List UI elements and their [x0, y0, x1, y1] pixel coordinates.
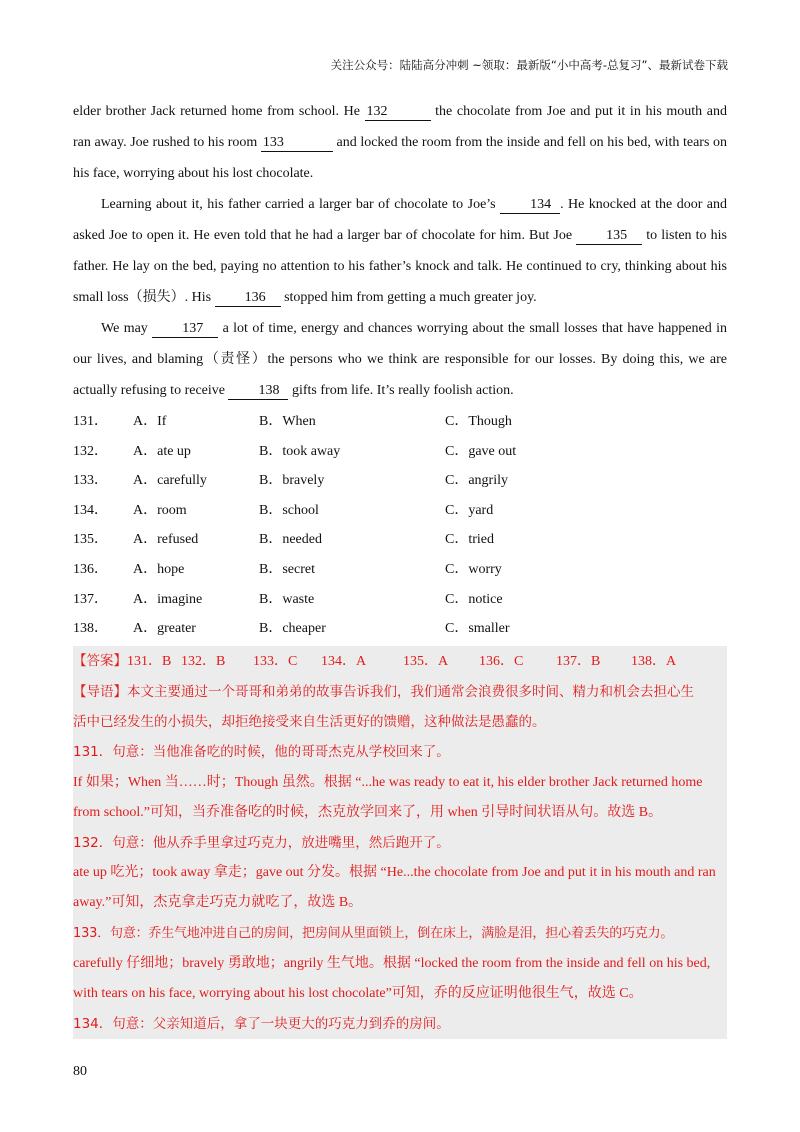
page-header: 关注公众号：陆陆高分冲刺 ~领取：最新版“小中高考-总复习”、最新试卷下载: [330, 58, 728, 72]
answer-item: 132．B: [181, 653, 226, 669]
option-row: [73, 466, 727, 496]
text: We may: [101, 321, 153, 336]
option-b: B．needed: [259, 532, 322, 548]
explanation-line: ate up 吃光；took away 拿走；gave out 分发。根据 “He...the chocolate from Joe and put it in his mouth and ran: [73, 865, 716, 881]
passage-paragraph-1: [73, 96, 727, 189]
option-c: C．gave out: [445, 443, 517, 459]
option-a: A．greater: [133, 621, 196, 637]
option-row: [73, 525, 727, 555]
answer-item: 134．A: [321, 653, 367, 669]
option-b: B．school: [259, 502, 319, 518]
answer-label: 【答案】: [73, 652, 127, 669]
question-number: 134．: [73, 502, 108, 518]
answer-explanation-block: [73, 646, 727, 1040]
question-number: 133．: [73, 473, 108, 489]
option-c: C．yard: [445, 502, 494, 518]
page-number: 80: [73, 1064, 87, 1079]
explanation-line: from school.”可知，当乔准备吃的时候，杰克放学回来了，用 when 引导时间状语从句。故选 B。: [73, 804, 663, 820]
option-c: C．angrily: [445, 473, 508, 489]
option-row: [73, 437, 727, 467]
option-a: A．ate up: [133, 443, 191, 459]
option-b: B．bravely: [259, 473, 325, 489]
explanation-line: 活中已经发生的小损失，却拒绝接受来自生活更好的馈赠，这种做法是愚蠢的。: [73, 714, 546, 731]
text: elder brother Jack returned home from school. He: [73, 104, 365, 119]
question-number: 136．: [73, 561, 108, 577]
option-a: A．If: [133, 414, 167, 429]
option-row: [73, 407, 727, 437]
blank-132: 132: [365, 103, 431, 121]
option-row: [73, 496, 727, 526]
question-number: 138．: [73, 621, 108, 637]
question-number: 132．: [73, 443, 108, 459]
option-b: B．took away: [259, 443, 341, 459]
explanation-line: If 如果；When 当……时；Though 虽然。根据 “...he was ready to eat it, his elder brother Jack returned home: [73, 774, 703, 790]
question-number: 135．: [73, 532, 108, 548]
option-a: A．imagine: [133, 591, 203, 607]
document-body: [73, 96, 727, 1039]
option-a: A．hope: [133, 561, 185, 577]
text: stopped him from getting a much greater joy.: [280, 290, 537, 305]
option-row: [73, 555, 727, 585]
explanation-line: 133．句意：乔生气地冲进自己的房间，把房间从里面锁上，倒在床上，满脸是泪，担心着丢失的巧克力。: [73, 925, 674, 941]
option-c: C．smaller: [445, 621, 510, 637]
option-a: A．room: [133, 502, 187, 518]
answer-item: 138．A: [631, 653, 677, 669]
option-a: A．carefully: [133, 473, 207, 489]
explanation-line: 【导语】本文主要通过一个哥哥和弟弟的故事告诉我们，我们通常会浪费很多时间、精力和机会去担心生: [73, 683, 694, 700]
explanation-line: away.”可知，杰克拿走巧克力就吃了，故选 B。: [73, 895, 363, 911]
option-c: C．tried: [445, 532, 494, 548]
option-b: B．cheaper: [259, 621, 326, 637]
explanation-line: 131．句意：当他准备吃的时候，他的哥哥杰克从学校回来了。: [73, 744, 450, 761]
question-number: 131．: [73, 414, 108, 429]
answer-item: 136．C: [479, 653, 524, 669]
blank-135: 135: [576, 227, 642, 245]
option-c: C．notice: [445, 591, 503, 607]
blank-137: 137: [152, 320, 218, 338]
blank-138: 138: [228, 382, 288, 400]
option-a: A．refused: [133, 532, 199, 548]
question-number: 137．: [73, 591, 108, 607]
passage-paragraph-2: [73, 189, 727, 313]
option-b: B．waste: [259, 591, 315, 607]
blank-136: 136: [215, 289, 281, 307]
blank-133: 133: [261, 134, 333, 152]
text: and locked the room from the inside and fell on his bed, with tears on his face, worrying about his lost chocolate.: [73, 135, 727, 181]
text: Learning about it, his father carried a larger bar of chocolate to Joe’s: [101, 197, 501, 212]
explanation-line: with tears on his face, worrying about his lost chocolate”可知，乔的反应证明他很生气，故选 C。: [73, 985, 643, 1001]
blank-134: 134: [500, 196, 560, 214]
answer-key: [73, 646, 727, 677]
text: gifts from life. It’s really foolish action.: [288, 383, 514, 398]
text: . He knocked at the door and asked Joe to open it. He even told that he had a larger bar of chocolate for him. But Joe: [73, 197, 727, 243]
text: to listen to his father. He lay on the bed, paying no attention to his father’s knock and talk. He continued to cry, thinking about his small loss（损失）. His: [73, 228, 727, 305]
option-c: C．worry: [445, 561, 502, 577]
answer-item: 135．A: [403, 653, 449, 669]
answer-item: 137．B: [556, 653, 601, 669]
answer-item: 133．C: [253, 653, 298, 669]
explanation-line: carefully 仔细地；bravely 勇敢地；angrily 生气地。根据 “locked the room from the inside and fell on his bed,: [73, 955, 711, 971]
option-b: B．When: [259, 414, 316, 429]
passage-paragraph-3: [73, 313, 727, 406]
option-b: B．secret: [259, 561, 315, 577]
options-list: [73, 407, 727, 644]
option-row: [73, 614, 727, 644]
text: a lot of time, energy and chances worrying about the small losses that have happened in our lives, and blaming（责怪）the persons who we think are responsible for our losses. By doing this, we are actually refusing to receive: [73, 321, 727, 398]
option-c: C．Though: [445, 414, 512, 429]
option-row: [73, 585, 727, 615]
explanation-line: 132．句意：他从乔手里拿过巧克力，放进嘴里，然后跑开了。: [73, 834, 450, 851]
explanation-line: 134．句意：父亲知道后，拿了一块更大的巧克力到乔的房间。: [73, 1016, 450, 1033]
answer-item: 131．B: [127, 653, 172, 669]
text: the chocolate from Joe and put it in his mouth and ran away. Joe rushed to his room: [73, 104, 727, 150]
